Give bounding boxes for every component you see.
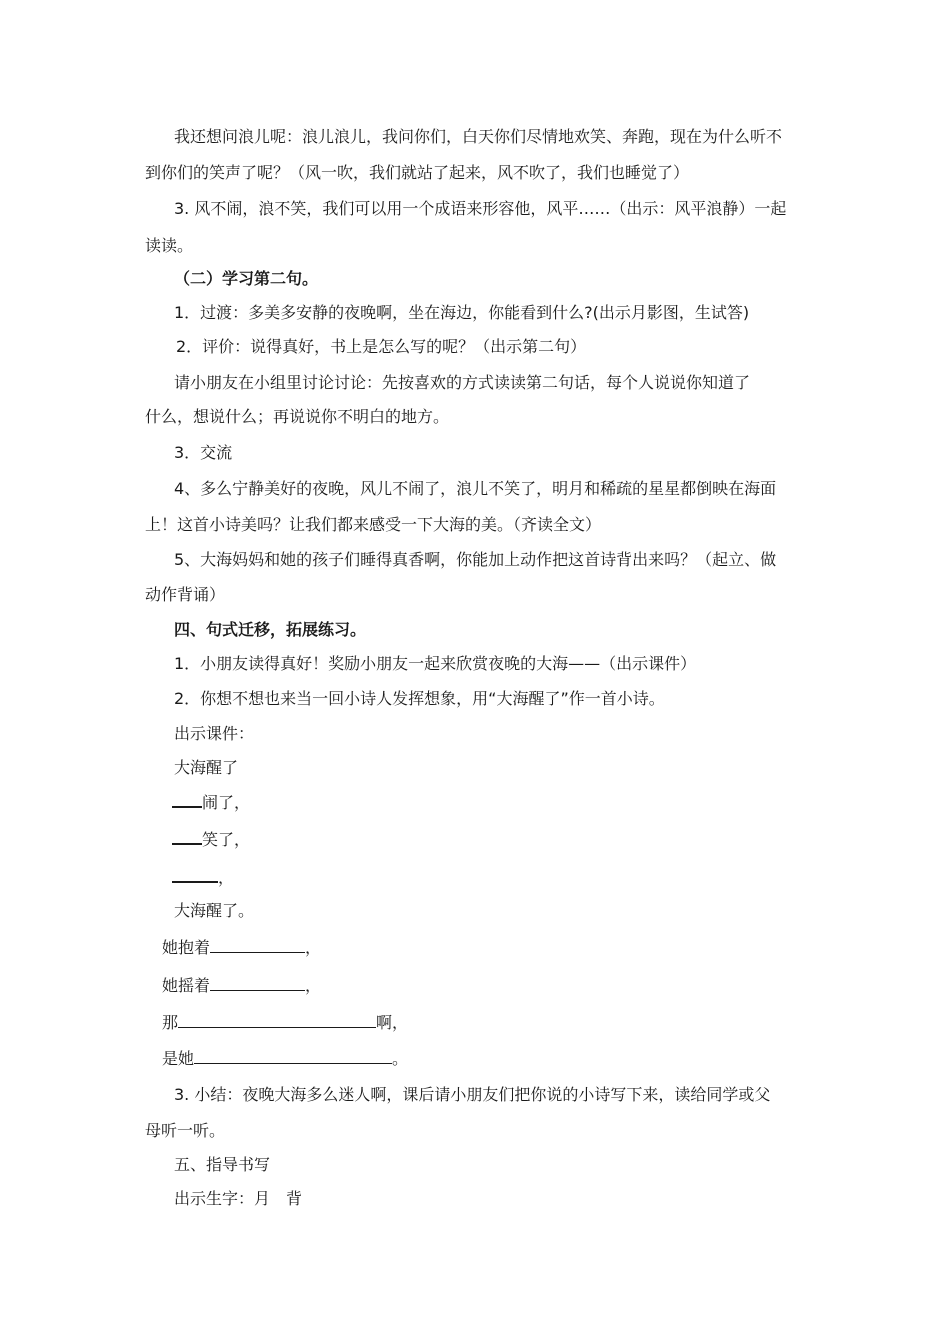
poem-line6 — [162, 937, 321, 959]
section2-heading: （二）学习第二句。 — [174, 269, 319, 288]
item-jiaoliu: 3．交流 — [174, 443, 233, 462]
summary-line1: 3. 小结：夜晚大海多么迷人啊，课后请小朋友们把你说的小诗写下来，读给同学或父 — [174, 1085, 771, 1104]
para1-line1: 我还想问浪儿呢：浪儿浪儿，我问你们，白天你们尽情地欢笑、奔跑，现在为什么听不 — [174, 127, 783, 146]
para-discuss-line2: 什么，想说什么；再说说你不明白的地方。 — [145, 407, 450, 426]
poem-line7-suffix: ， — [305, 976, 322, 995]
show-courseware-label: 出示课件： — [174, 724, 255, 743]
para1-line2: 到你们的笑声了呢？（风一吹，我们就站了起来，风不吹了，我们也睡觉了） — [145, 163, 690, 182]
poem-line6-suffix: ， — [305, 938, 322, 957]
poem-line9-suffix: 。 — [392, 1049, 409, 1068]
poem-line9 — [162, 1048, 408, 1070]
poem-line8-suffix: 啊， — [376, 1013, 409, 1032]
poem-line8 — [162, 1012, 408, 1034]
poem-line8-prefix: 那 — [162, 1013, 179, 1032]
item-guodu: 1．过渡：多美多安静的夜晚啊，坐在海边，你能看到什么?(出示月影图，生试答) — [174, 303, 750, 322]
poem-line7-prefix: 她摇着 — [162, 976, 211, 995]
poem-line1: 大海醒了 — [174, 758, 239, 777]
poem-line9-prefix: 是她 — [162, 1049, 195, 1068]
poem-line6-prefix: 她抱着 — [162, 938, 211, 957]
fill-blank — [210, 937, 305, 953]
poem-line3-text: 笑了， — [202, 830, 251, 849]
item4-line2: 上！这首小诗美吗？让我们都来感受一下大海的美。（齐读全文） — [145, 515, 602, 534]
fill-blank — [210, 975, 305, 991]
section4-heading: 四、句式迁移，拓展练习。 — [174, 620, 367, 639]
para2-line2: 读读。 — [145, 236, 194, 255]
fill-blank — [172, 866, 218, 883]
sec4-item2: 2．你想不想也来当一回小诗人发挥想象，用“大海醒了”作一首小诗。 — [174, 689, 665, 708]
poem-line4-text: ， — [218, 868, 235, 887]
item5-line2: 动作背诵） — [145, 585, 226, 604]
poem-line7 — [162, 975, 321, 997]
para2-line1: 3. 风不闹，浪不笑，我们可以用一个成语来形容他，风平……（出示：风平浪静）一起 — [174, 199, 787, 218]
fill-blank — [172, 791, 202, 808]
summary-line2: 母听一听。 — [145, 1121, 226, 1140]
item5-line1: 5、大海妈妈和她的孩子们睡得真香啊，你能加上动作把这首诗背出来吗？（起立、做 — [174, 550, 777, 569]
fill-blank — [178, 1012, 376, 1028]
poem-line2 — [172, 791, 250, 814]
item-pingjia: 2．评价：说得真好，书上是怎么写的呢？（出示第二句） — [176, 337, 587, 356]
para-discuss-line1: 请小朋友在小组里讨论讨论：先按喜欢的方式读读第二句话，每个人说说你知道了 — [174, 373, 751, 392]
poem-line5: 大海醒了。 — [174, 901, 255, 920]
fill-blank — [194, 1048, 392, 1064]
poem-line3 — [172, 828, 250, 851]
section5-heading: 五、指导书写 — [174, 1155, 271, 1174]
show-characters: 出示生字：月 背 — [174, 1189, 303, 1208]
sec4-item1: 1．小朋友读得真好！奖励小朋友一起来欣赏夜晚的大海——（出示课件） — [174, 654, 697, 673]
fill-blank — [172, 828, 202, 845]
poem-line2-text: 闹了， — [202, 793, 251, 812]
item4-line1: 4、多么宁静美好的夜晚，风儿不闹了，浪儿不笑了，明月和稀疏的星星都倒映在海面 — [174, 479, 777, 498]
poem-line4 — [172, 866, 234, 889]
